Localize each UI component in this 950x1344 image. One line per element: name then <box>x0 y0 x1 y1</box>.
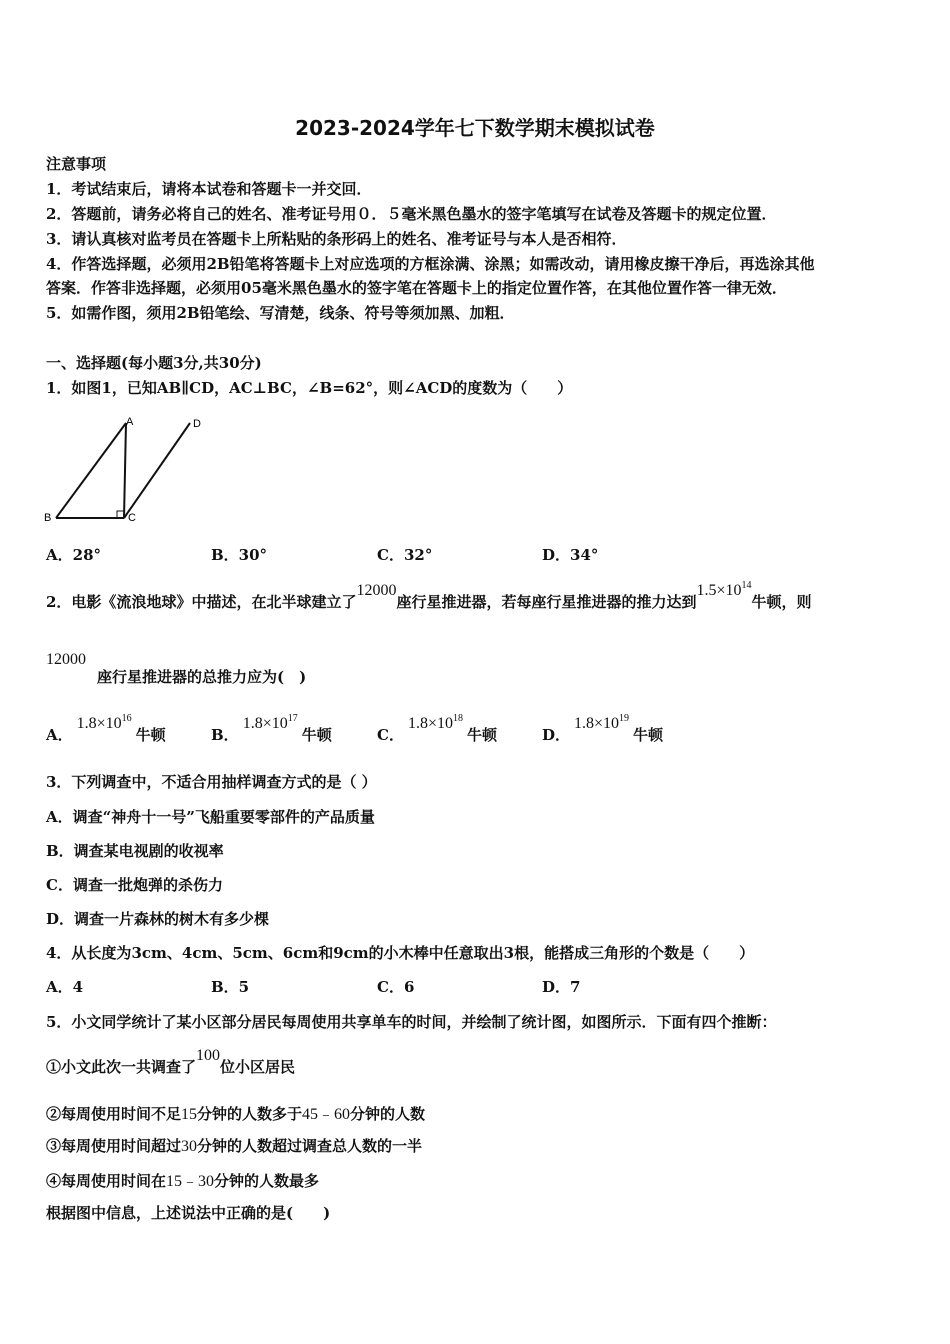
statement-2: ②每周使用时间不足15分钟的人数多于45﹣60分钟的人数 <box>46 1105 426 1123</box>
question-1-stem: 1．如图1，已知AB∥CD，AC⊥BC，∠B=62°，则∠ACD的度数为（ ） <box>46 379 573 397</box>
question-2-count: 12000 <box>356 582 397 599</box>
question-5-prompt: 根据图中信息，上述说法中正确的是( ) <box>46 1204 331 1222</box>
question-1-figure <box>40 412 220 530</box>
question-4-option-c: C．6 <box>377 978 415 996</box>
question-2-line2: 座行星推进器的总推力应为( ) <box>97 668 307 686</box>
question-5-stem: 5．小文同学统计了某小区部分居民每周使用共享单车的时间，并绘制了统计图，如图所示．下面有四个推断： <box>46 1013 777 1031</box>
question-2-text: 座行星推进器，若每座行星推进器的推力达到 <box>396 593 697 611</box>
question-2-count-2: 12000 <box>46 651 86 668</box>
section-heading: 一、选择题(每小题3分,共30分) <box>46 354 262 372</box>
statement-4: ④每周使用时间在15﹣30分钟的人数最多 <box>46 1172 320 1190</box>
question-1-option-c: C．32° <box>377 546 433 564</box>
right-angle-mark <box>117 511 124 518</box>
label-b: B <box>44 512 52 524</box>
notice-item: 3．请认真核对监考员在答题卡上所粘贴的条形码上的姓名、准考证号与本人是否相符． <box>46 230 627 248</box>
question-2-line1 <box>46 580 812 612</box>
question-3-option-a: A．调查“神舟十一号”飞船重要零部件的产品质量 <box>46 808 375 826</box>
statement-1: ①小文此次一共调查了100位小区居民 <box>46 1047 296 1076</box>
question-3-option-d: D．调查一片森林的树木有多少棵 <box>46 910 270 928</box>
question-2-option-c: C．$1.8\times 10^{18}$牛顿 <box>377 713 497 744</box>
label-a: A <box>126 416 134 428</box>
question-1-option-a: A．28° <box>46 546 102 564</box>
question-2-option-b: B．$1.8\times 10^{17}$牛顿 <box>211 713 332 744</box>
question-1-option-d: D．34° <box>542 546 599 564</box>
question-4-option-d: D．7 <box>542 978 581 996</box>
label-c: C <box>128 512 136 524</box>
segment-cd <box>124 423 190 518</box>
notice-item: 1．考试结束后，请将本试卷和答题卡一并交回． <box>46 180 372 198</box>
question-2-text: 2．电影《流浪地球》中描述，在北半球建立了 <box>46 593 357 611</box>
question-3-option-c: C．调查一批炮弹的杀伤力 <box>46 876 223 894</box>
question-3-stem: 3．下列调查中，不适合用抽样调查方式的是（ ） <box>46 773 377 791</box>
question-2-option-d: D．$1.8\times 10^{19}$牛顿 <box>542 713 664 744</box>
question-2-option-a: A．$1.8\times 10^{16}$牛顿 <box>46 713 166 744</box>
page-title: 2023-2024学年七下数学期末模拟试卷 <box>295 116 655 140</box>
notice-item: 4．作答选择题，必须用2B铅笔将答题卡上对应选项的方框涂满、涂黑；如需改动，请用橡皮擦干净后，再选涂其他 <box>46 255 815 273</box>
question-4-option-a: A．4 <box>46 978 84 996</box>
question-2-text: 牛顿，则 <box>751 593 812 611</box>
question-3-option-b: B．调查某电视剧的收视率 <box>46 842 224 860</box>
notice-heading: 注意事项 <box>46 155 107 173</box>
question-2-thrust: $1.5\times 10^{14}$ <box>696 580 752 599</box>
question-4-stem: 4．从长度为3cm、4cm、5cm、6cm和9cm的小木棒中任意取出3根，能搭成三角形的个数是（ ） <box>46 944 755 962</box>
notice-item: 2．答题前，请务必将自己的姓名、准考证号用０．５毫米黑色墨水的签字笔填写在试卷及答题卡的规定位置． <box>46 205 777 223</box>
notice-item: 答案．作答非选择题，必须用05毫米黑色墨水的签字笔在答题卡上的指定位置作答，在其他位置作答一律无效． <box>46 279 787 297</box>
segment-ac <box>124 423 126 518</box>
segment-ab <box>56 423 126 518</box>
notice-item: 5．如需作图，须用2B铅笔绘、写清楚，线条、符号等须加黑、加粗． <box>46 304 515 322</box>
label-d: D <box>193 418 201 430</box>
question-1-option-b: B．30° <box>211 546 268 564</box>
question-4-option-b: B．5 <box>211 978 250 996</box>
statement-3: ③每周使用时间超过30分钟的人数超过调查总人数的一半 <box>46 1137 423 1155</box>
